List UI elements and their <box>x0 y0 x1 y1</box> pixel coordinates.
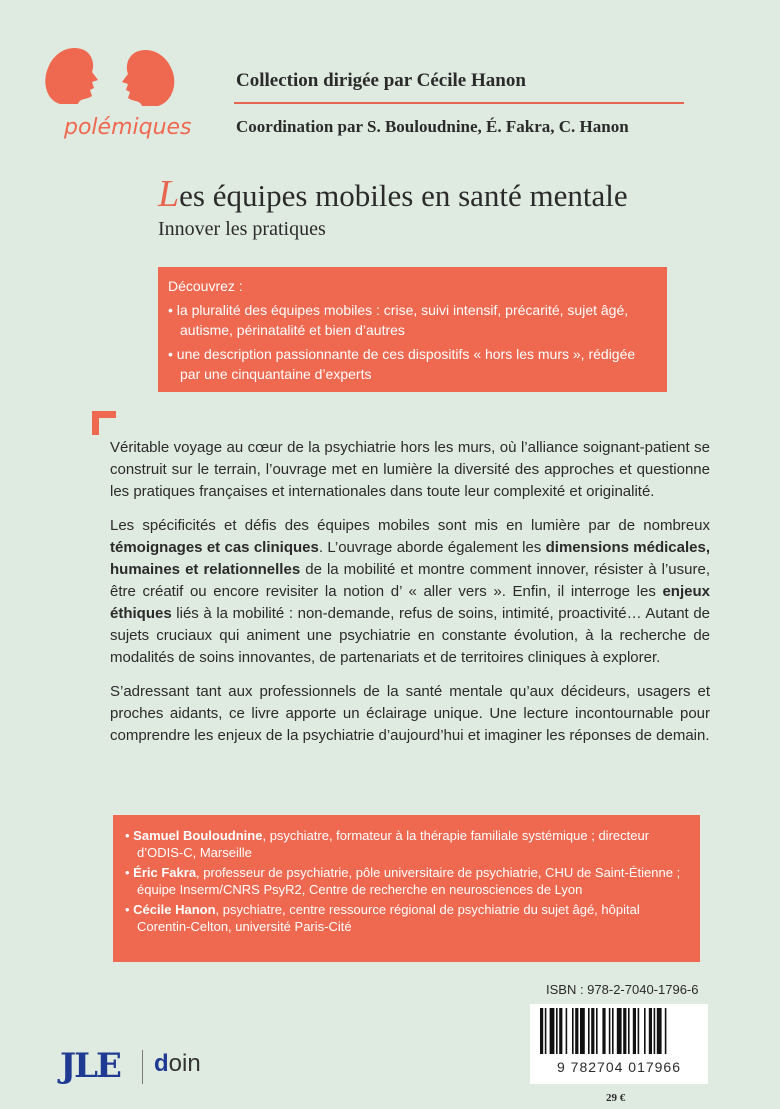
discover-item: • une description passionnante de ces dispositifs « hors les murs », rédigée par une cinquantaine d’experts <box>168 344 653 384</box>
title-rest: es équipes mobiles en santé mentale <box>179 178 628 213</box>
discover-box <box>158 267 667 392</box>
discover-item: • la pluralité des équipes mobiles : crise, suivi intensif, précarité, sujet âgé, autisme, périnatalité et bien d’autres <box>168 300 653 340</box>
corner-bracket-icon <box>92 411 116 435</box>
discover-heading: Découvrez : <box>168 278 243 294</box>
brand-text: polémiques <box>64 115 192 140</box>
logo-separator <box>142 1050 143 1084</box>
barcode-digits: 9 782704 017966 <box>557 1059 681 1075</box>
book-subtitle: Innover les pratiques <box>158 218 326 240</box>
title-initial: L <box>158 173 180 215</box>
paragraph-2: Les spécificités et défis des équipes mobiles sont mis en lumière par de nombreux témoignages et cas cliniques. L’ouvrage aborde également les dimensions médicales, humaines et relationnelles de la mobilité et montre comment innover, résister à l’usure, être créatif ou encore revisiter la notion d’ « aller vers ». Enfin, il interroge les enjeux éthiques liés à la mobilité : non-demande, refus de soins, intimité, proactivité… Autant de sujets cruciaux qui animent une psychiatrie en constante évolution, à la recherche de modalités de soins innovantes, de partenariats et de territoires cliniques à explorer. <box>110 517 710 666</box>
book-title <box>158 172 628 216</box>
coordination-line: Coordination par S. Bouloudnine, É. Fakra, C. Hanon <box>236 117 629 136</box>
author-item: • Samuel Bouloudnine, psychiatre, formateur à la thérapie familiale systémique ; directeur d’ODIS-C, Marseille <box>125 827 688 861</box>
authors-box <box>113 815 700 962</box>
paragraph-3: S’adressant tant aux professionnels de la santé mentale qu’aux décideurs, usagers et proches aidants, ce livre apporte un éclairage unique. Une lecture incontournable pour comprendre les enjeux de la psychiatrie d’aujourd’hui et imaginer les réponses de demain. <box>110 683 710 744</box>
jle-logo: JLE <box>60 1046 120 1086</box>
polemiques-logo <box>40 30 210 140</box>
back-cover-text <box>110 437 710 759</box>
author-item: • Éric Fakra, professeur de psychiatrie, pôle universitaire de psychiatrie, CHU de Saint-Étienne ; équipe Inserm/CNRS PsyR2, Centre de recherche en neurosciences de Lyon <box>125 864 688 898</box>
isbn-label: ISBN : 978-2-7040-1796-6 <box>546 982 699 997</box>
paragraph-1: Véritable voyage au cœur de la psychiatrie hors les murs, où l’alliance soignant-patient se construit sur le terrain, l’ouvrage met en lumière la diversité des approches et questionne les pratiques françaises et internationales dans toute leur complexité et originalité. <box>110 439 710 500</box>
header-divider <box>234 102 684 104</box>
author-item: • Cécile Hanon, psychiatre, centre ressource régional de psychiatrie du sujet âgé, hôpital Corentin-Celton, université Paris-Cité <box>125 901 688 935</box>
barcode-bars-icon <box>530 1004 708 1056</box>
collection-line: Collection dirigée par Cécile Hanon <box>236 70 526 91</box>
price: 29 € <box>606 1092 626 1104</box>
doin-logo: doin <box>154 1050 201 1077</box>
